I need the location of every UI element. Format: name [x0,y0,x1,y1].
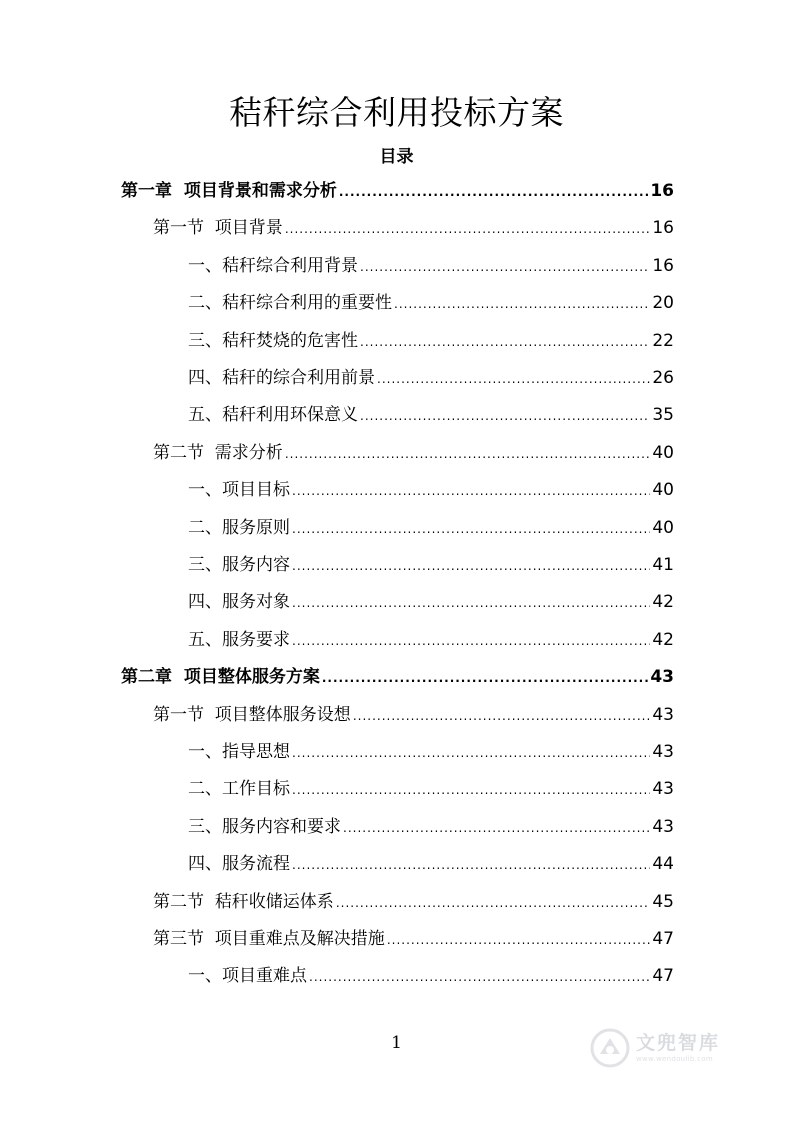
toc-leader-dots [292,589,650,617]
toc-leader-dots [339,178,648,206]
toc-leader-dots [309,963,650,991]
toc-leader-dots [360,253,650,281]
toc-entry-label: 第二节 秸秆收储运体系 [153,891,334,912]
page-number: 1 [391,1033,402,1053]
toc-leader-dots [353,702,650,730]
toc-entry-page: 47 [652,929,674,949]
toc-entry-page: 47 [652,966,674,987]
toc-leader-dots [343,814,650,842]
toc-entry-page: 20 [652,293,674,314]
toc-entry-label: 四、秸秆的综合利用前景 [188,368,375,388]
toc-entry-page: 44 [652,854,674,875]
toc-entry-label: 四、服务对象 [188,592,290,613]
toc-entry-label: 三、秸秆焚烧的危害性 [188,330,358,351]
toc-entry[interactable] [188,813,674,841]
toc-leader-dots [285,440,650,468]
toc-leader-dots [292,851,650,879]
toc-entry[interactable] [153,214,674,242]
toc-entry-label: 三、服务内容和要求 [188,816,341,837]
toc-entry-label: 五、服务要求 [188,629,290,650]
toc-entry[interactable] [153,439,674,467]
toc-entry-label: 四、服务流程 [188,854,290,875]
toc-leader-dots [360,328,650,356]
toc-entry-page: 43 [652,704,674,725]
toc-entry-page: 16 [650,181,674,201]
toc-entry[interactable] [188,289,674,317]
toc-entry[interactable] [188,401,674,429]
document-title: 秸秆综合利用投标方案 [229,93,564,132]
watermark-brand: 文兜智库 [636,1032,721,1054]
toc-entry-page: 35 [652,405,674,426]
toc-entry-label: 第一节 项目整体服务设想 [153,704,351,725]
toc-entry[interactable] [188,551,674,579]
toc-entry[interactable] [188,962,674,990]
toc-leader-dots [387,926,650,954]
toc-leader-dots [292,627,650,655]
toc-entry-label: 第一节 项目背景 [153,218,283,239]
toc-entry-page: 16 [652,218,674,239]
toc-entry-label: 一、项目目标 [188,480,290,501]
toc-entry[interactable] [188,514,674,542]
toc-entry-label: 二、工作目标 [188,779,290,800]
toc-entry-label: 三、服务内容 [188,555,290,575]
toc-entry-label: 二、秸秆综合利用的重要性 [188,293,392,314]
toc-entry-page: 45 [652,891,674,912]
toc-leader-dots [292,477,650,505]
toc-entry[interactable] [153,701,674,729]
toc-entry[interactable] [188,327,674,355]
toc-entry[interactable] [188,850,674,878]
toc-leader-dots [336,889,650,917]
toc-entry-page: 41 [652,555,674,575]
toc-entry[interactable] [188,775,674,803]
toc-entry-page: 16 [652,255,674,276]
toc-entry-page: 42 [652,592,674,613]
toc-entry[interactable] [188,588,674,616]
toc-entry-label: 第二章 项目整体服务方案 [121,667,320,688]
toc-entry-label: 第二节 需求分析 [153,442,283,463]
toc-entry[interactable] [121,177,674,205]
toc-entry[interactable] [153,888,674,916]
toc-entry[interactable] [188,364,674,392]
toc-entry[interactable] [188,252,674,280]
toc-entry[interactable] [188,476,674,504]
toc-entry-page: 43 [652,816,674,837]
toc-leader-dots [322,664,648,692]
toc-entry-page: 40 [652,480,674,501]
toc-entry-label: 一、秸秆综合利用背景 [188,255,358,276]
toc-heading: 目录 [379,147,414,167]
wendou-logo-icon [590,1028,630,1068]
toc-entry[interactable] [188,626,674,654]
toc-leader-dots [292,776,650,804]
toc-entry[interactable] [121,663,674,691]
toc-leader-dots [292,552,650,580]
watermark-url: www.wendoulib.com [636,1055,713,1063]
toc-entry-page: 43 [652,779,674,800]
toc-entry-page: 22 [652,330,674,351]
toc-entry-page: 43 [652,742,674,762]
toc-entry-page: 40 [652,517,674,538]
toc-entry-page: 42 [652,629,674,650]
toc-entry-page: 40 [652,442,674,463]
watermark [590,1020,760,1076]
toc-entry-label: 五、秸秆利用环保意义 [188,405,358,426]
toc-entry[interactable] [188,738,674,766]
toc-entry-label: 第一章 项目背景和需求分析 [121,181,337,201]
toc-entry-page: 26 [652,368,674,388]
toc-leader-dots [292,515,650,543]
toc-entry-label: 第三节 项目重难点及解决措施 [153,929,385,949]
toc-leader-dots [285,215,650,243]
toc-leader-dots [394,290,650,318]
toc-leader-dots [377,365,650,393]
toc-entry[interactable] [153,925,674,953]
toc-entry-page: 43 [650,667,674,688]
toc-entry-label: 一、项目重难点 [188,966,307,987]
toc-entry-label: 二、服务原则 [188,517,290,538]
toc-leader-dots [292,739,650,767]
toc-leader-dots [360,402,650,430]
toc-entry-label: 一、指导思想 [188,742,290,762]
